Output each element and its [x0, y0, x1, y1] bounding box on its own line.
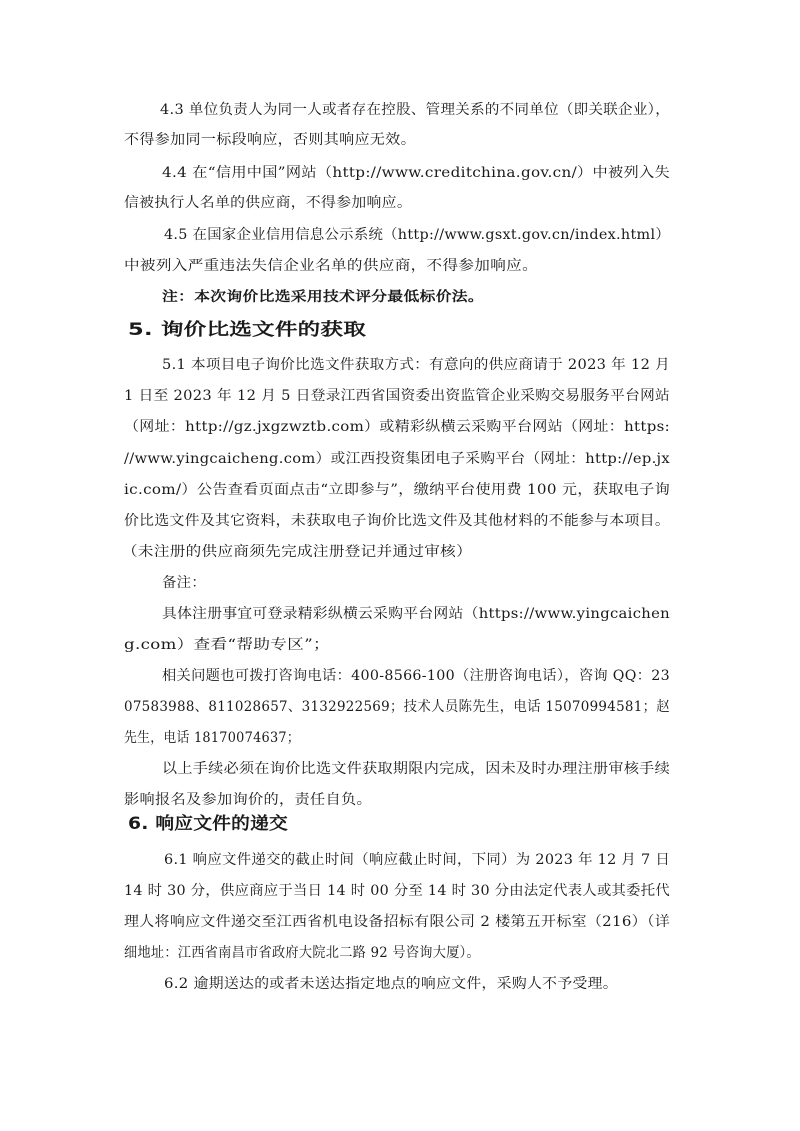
helpline-line-2: 07583988、811028657、3132922569；技术人员陈先生，电话 15070994581；赵 [124, 699, 671, 715]
registration-line-1: 具体注册事宜可登录精彩纵横云采购平台网站（https://www.yingcaichen [162, 606, 671, 622]
paragraph-5-1-line-2: 1 日至 2023 年 12 月 5 日登录江西省国资委出资监管企业采购交易服务平台网站 [124, 388, 671, 404]
paragraph-5-1-line-4: //www.yingcaicheng.com）或江西投资集团电子采购平台（网址：http://ep.jx [124, 451, 670, 467]
paragraph-5-1-line-3: （网址：http://gz.jxgzwztb.com）或精彩纵横云采购平台网站（网址：https: [124, 419, 670, 435]
evaluation-method-note: 注：本次询价比选采用技术评分最低标价法。 [162, 289, 485, 305]
deadline-notice-line-1: 以上手续必须在询价比选文件获取期限内完成，因未及时办理注册审核手续 [162, 761, 671, 777]
paragraph-6-1-line-4: 细地址：江西省南昌市省政府大院北二路 92 号咨询大厦）。 [124, 945, 480, 961]
paragraph-4-4-line-2: 信被执行人名单的供应商，不得参加响应。 [124, 195, 413, 211]
section-6-heading: 6. 响应文件的递交 [128, 814, 289, 834]
paragraph-4-3-line-2: 不得参加同一标段响应，否则其响应无效。 [124, 132, 416, 148]
remark-label: 备注： [162, 575, 207, 591]
paragraph-5-1-line-7: （未注册的供应商须先完成注册登记并通过审核） [122, 544, 473, 560]
paragraph-6-1-line-3: 理人将响应文件递交至江西省机电设备招标有限公司 2 楼第五开标室（216）（详 [124, 914, 670, 930]
paragraph-6-1-line-1: 6.1 响应文件递交的截止时间（响应截止时间，下同）为 2023 年 12 月 7 日 [164, 852, 671, 868]
helpline-line-3: 先生，电话 18170074637； [124, 730, 300, 746]
paragraph-6-2: 6.2 逾期送达的或者未送达指定地点的响应文件，采购人不予受理。 [164, 976, 618, 992]
paragraph-6-1-line-2: 14 时 30 分，供应商应于当日 14 时 00 分至 14 时 30 分由法定代表人或其委托代 [124, 883, 670, 899]
paragraph-5-1-line-5: ic.com/）公告查看页面点击“立即参与”，缴纳平台使用费 100 元，获取电子询 [124, 482, 671, 498]
helpline-line-1: 相关问题也可拨打咨询电话：400-8566-100（注册咨询电话），咨询 QQ：23 [162, 668, 670, 684]
paragraph-5-1-line-1: 5.1 本项目电子询价比选文件获取方式：有意向的供应商请于 2023 年 12 月 [162, 357, 670, 373]
section-5-heading: 5. 询价比选文件的获取 [128, 320, 367, 340]
paragraph-4-3-line-1: 4.3 单位负责人为同一人或者存在控股、管理关系的不同单位（即关联企业）， [160, 102, 671, 118]
paragraph-4-5-line-1: 4.5 在国家企业信用信息公示系统（http://www.gsxt.gov.cn/index.html） [164, 227, 670, 243]
deadline-notice-line-2: 影响报名及参加询价的，责任自负。 [124, 792, 373, 808]
paragraph-5-1-line-6: 价比选文件及其它资料，未获取电子询价比选文件及其他材料的不能参与本项目。 [124, 513, 671, 529]
paragraph-4-5-line-2: 中被列入严重违法失信企业名单的供应商，不得参加响应。 [124, 258, 539, 274]
registration-line-2: g.com）查看“帮助专区”； [124, 637, 331, 653]
paragraph-4-4-line-1: 4.4 在“信用中国”网站（http://www.creditchina.gov.cn/）中被列入失 [162, 165, 670, 181]
